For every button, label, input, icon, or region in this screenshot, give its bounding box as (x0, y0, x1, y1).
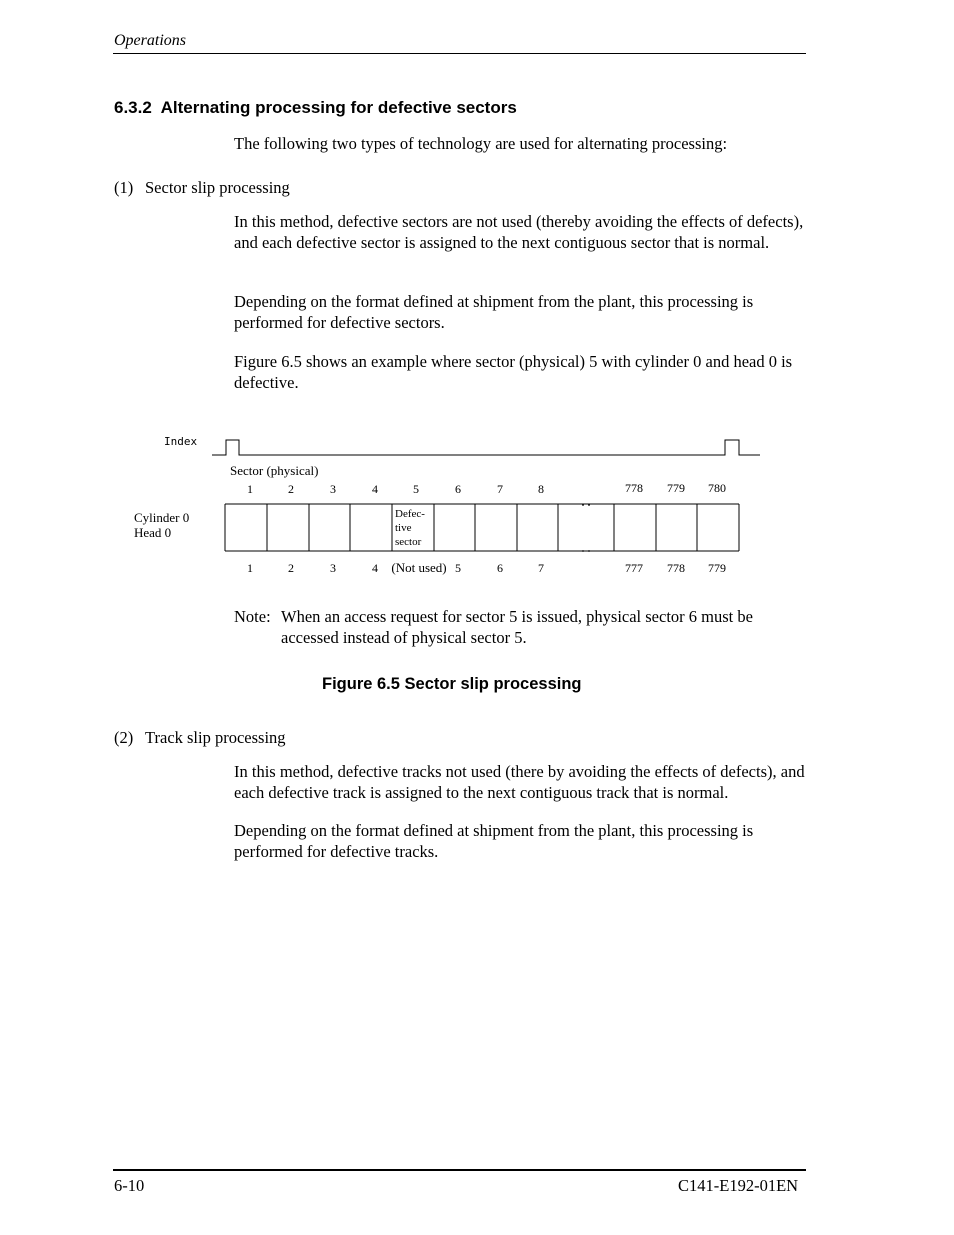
physical-number: 778 (625, 481, 643, 495)
logical-number: 778 (667, 561, 685, 575)
head-label: Head 0 (134, 525, 172, 540)
logical-number: 779 (708, 561, 726, 575)
item-1-title: Sector slip processing (145, 178, 290, 197)
item-2-paragraph-1: In this method, defective tracks not used (there by avoiding the effects of defects), and each defective track is assigned to the next contiguous track that is normal. (234, 762, 805, 802)
defect-text-line: sector (395, 536, 422, 548)
item-1-paragraph-3: Figure 6.5 shows an example where sector (physical) 5 with cylinder 0 and head 0 is defective. (234, 352, 793, 392)
not-used-label: (Not used) (391, 560, 447, 575)
track-gap-marker (582, 504, 590, 552)
sector-slip-diagram (0, 0, 954, 600)
item-2-paragraph-2: Depending on the format defined at shipment from the plant, this processing is performed for defective tracks. (234, 821, 754, 861)
defective-sector-label (395, 508, 425, 548)
physical-number: 5 (413, 482, 419, 496)
physical-number: 4 (372, 482, 378, 496)
item-2-heading (114, 728, 286, 749)
defect-text-line: tive (395, 522, 412, 534)
gap-mask-top (566, 501, 606, 503)
item-2-title: Track slip processing (145, 728, 286, 747)
physical-number: 8 (538, 482, 544, 496)
logical-number: 2 (288, 561, 294, 575)
cylinder-label: Cylinder 0 (134, 510, 190, 525)
logical-number: 4 (372, 561, 378, 575)
section-title: Alternating processing for defective sectors (160, 98, 517, 117)
defect-text-line: Defec- (395, 508, 425, 520)
intro-paragraph: The following two types of technology are used for alternating processing: (234, 134, 728, 153)
logical-number: 777 (625, 561, 643, 575)
physical-number: 3 (330, 482, 336, 496)
physical-number: 779 (667, 481, 685, 495)
footer-rule (113, 1169, 806, 1171)
page-number: 6-10 (114, 1176, 145, 1195)
sector-track (225, 504, 739, 551)
physical-number: 2 (288, 482, 294, 496)
index-signal-line (212, 440, 760, 455)
item-1-paragraph-1: In this method, defective sectors are not used (thereby avoiding the effects of defects), and each defective sector is assigned to the next contiguous sector that is normal. (234, 212, 804, 252)
physical-number: 6 (455, 482, 461, 496)
logical-number: 7 (538, 561, 544, 575)
note-text: When an access request for sector 5 is issued, physical sector 6 must be accessed instead of physical sector 5. (281, 607, 753, 647)
logical-number: 1 (247, 561, 253, 575)
physical-number: 1 (247, 482, 253, 496)
logical-number: 5 (455, 561, 461, 575)
sector-physical-label: Sector (physical) (230, 463, 319, 478)
document-id: C141-E192-01EN (678, 1176, 799, 1195)
physical-number-row (247, 481, 726, 496)
section-number: 6.3.2 (114, 98, 152, 117)
physical-number: 780 (708, 481, 726, 495)
physical-number: 7 (497, 482, 503, 496)
logical-number: 3 (330, 561, 336, 575)
item-2-number: (2) (114, 728, 134, 747)
logical-number-row (247, 560, 726, 575)
figure-caption: Figure 6.5 Sector slip processing (322, 675, 582, 693)
logical-number: 6 (497, 561, 503, 575)
item-1-number: (1) (114, 178, 134, 197)
running-header: Operations (114, 32, 186, 49)
note-label: Note: (234, 607, 271, 626)
item-1-paragraph-2: Depending on the format defined at shipment from the plant, this processing is performed for defective sectors. (234, 292, 754, 332)
index-label: Index (164, 435, 198, 448)
